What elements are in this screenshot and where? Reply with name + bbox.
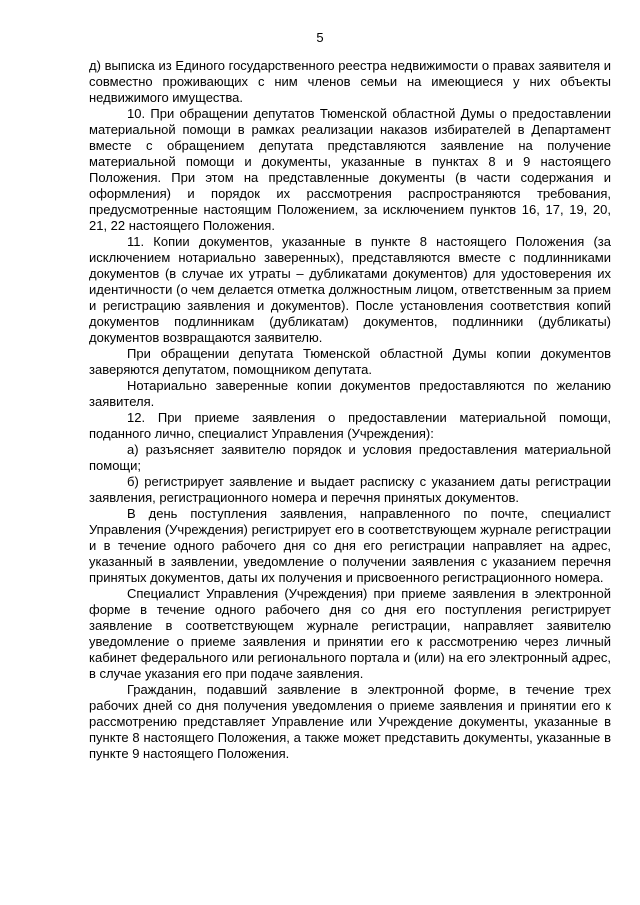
paragraph-item-d: д) выписка из Единого государственного реестра недвижимости о правах заявителя и совместно проживающих с ним членов семьи на имеющиеся у них объекты недвижимого имущества.: [89, 58, 611, 105]
page-number: 5: [316, 30, 324, 45]
paragraph-11-notary: Нотариально заверенные копии документов предоставляются по желанию заявителя.: [89, 378, 611, 409]
paragraph-10: 10. При обращении депутатов Тюменской областной Думы о предоставлении материальной помощи в рамках реализации наказов избирателей в Департамент вместе с обращением депутата представляются заявление на получение материальной помощи и документы, указанные в пунктах 8 и 9 настоящего Положения. При этом на представленные документы (в части содержания и оформления) и порядок их рассмотрения распространяются требования, предусмотренные настоящим Положением, за исключением пунктов 16, 17, 19, 20, 21, 22 настоящего Положения.: [89, 106, 611, 233]
paragraph-12-item-b: б) регистрирует заявление и выдает расписку с указанием даты регистрации заявления, регистрационного номера и перечня принятых документов.: [89, 474, 611, 505]
document-body: [89, 58, 611, 762]
paragraph-12-electronic: Специалист Управления (Учреждения) при приеме заявления в электронной форме в течение одного рабочего дня со дня его поступления регистрирует заявление в соответствующем журнале регистрации, направляет заявителю уведомление о приеме заявления и принятии его к рассмотрению через личный кабинет федерального или регионального портала и (или) на его электронный адрес, в случае указания его при подаче заявления.: [89, 586, 611, 681]
paragraph-11-deputy: При обращении депутата Тюменской областной Думы копии документов заверяются депутатом, помощником депутата.: [89, 346, 611, 377]
paragraph-12: 12. При приеме заявления о предоставлении материальной помощи, поданного лично, специалист Управления (Учреждения):: [89, 410, 611, 441]
paragraph-12-mail: В день поступления заявления, направленного по почте, специалист Управления (Учреждения) регистрирует его в соответствующем журнале регистрации и в течение одного рабочего дня со дня его регистрации направляет на адрес, указанный в заявлении, уведомление о получении заявления с указанием перечня принятых документов, даты их получения и присвоенного регистрационного номера.: [89, 506, 611, 585]
paragraph-12-citizen: Гражданин, подавший заявление в электронной форме, в течение трех рабочих дней со дня получения уведомления о приеме заявления и принятии его к рассмотрению представляет Управление или Учреждение документы, указанные в пункте 8 настоящего Положения, а также может представить документы, указанные в пункте 9 настоящего Положения.: [89, 682, 611, 761]
paragraph-11: 11. Копии документов, указанные в пункте 8 настоящего Положения (за исключением нотариально заверенных), представляются вместе с подлинниками документов (в случае их утраты – дубликатами документов) для удостоверения их идентичности (о чем делается отметка должностным лицом, ответственным за прием и регистрацию заявления и документов). После установления соответствия копий документов подлинникам (дубликатам) документов, подлинники (дубликаты) документов возвращаются заявителю.: [89, 234, 611, 345]
paragraph-12-item-a: а) разъясняет заявителю порядок и условия предоставления материальной помощи;: [89, 442, 611, 473]
